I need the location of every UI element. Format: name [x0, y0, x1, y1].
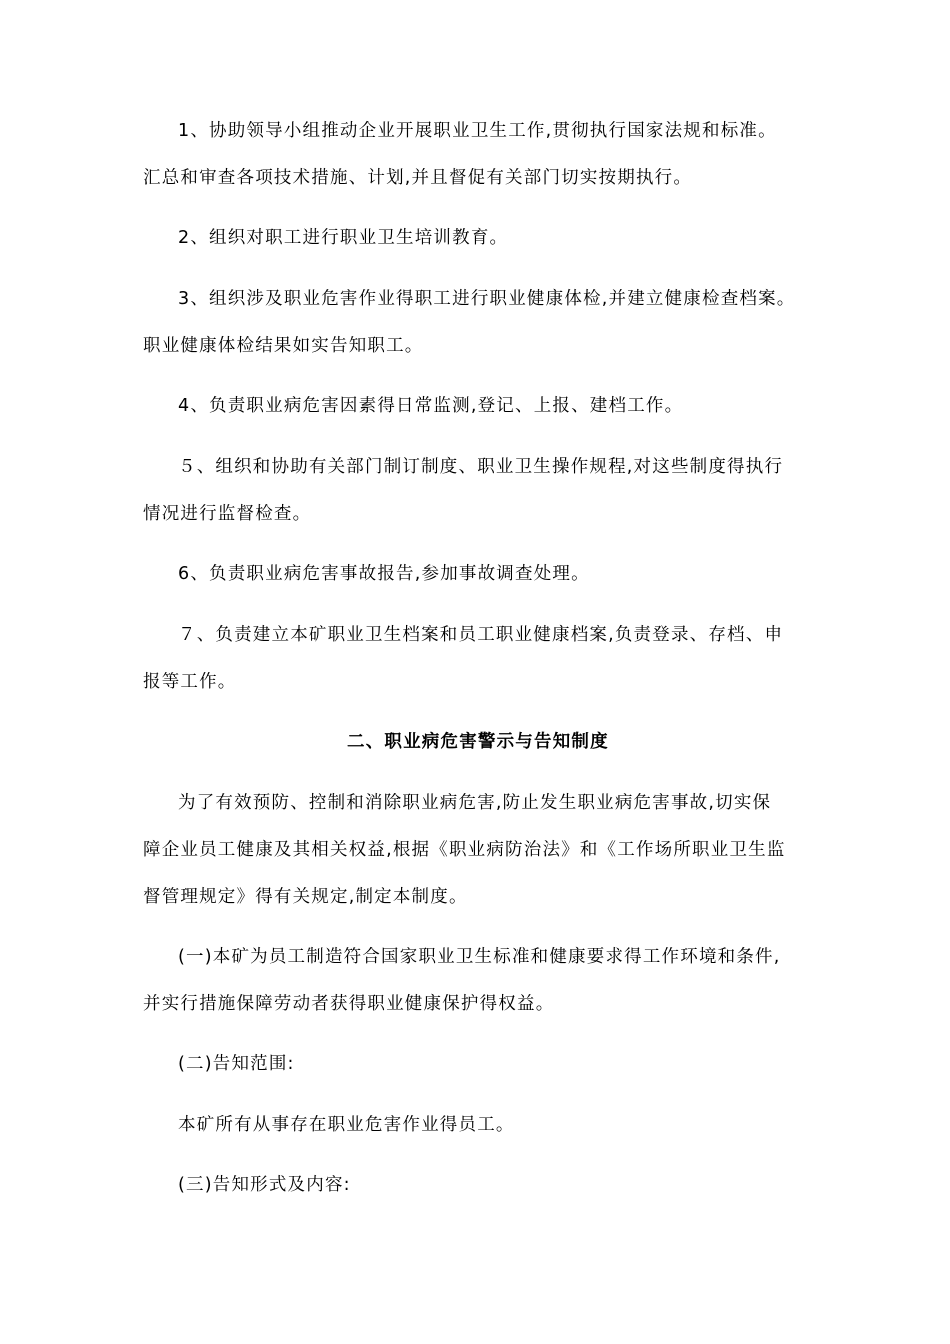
item-3-line-1: 3、组织涉及职业危害作业得职工进行职业健康体检,并建立健康检查档案。 [178, 289, 796, 309]
item-2-line-1: 2、组织对职工进行职业卫生培训教育。 [178, 228, 509, 248]
item-1-line-1: 1、协助领导小组推动企业开展职业卫生工作,贯彻执行国家法规和标准。 [178, 121, 777, 141]
clause-2-heading: (二)告知范围: [178, 1054, 295, 1074]
item-3-line-2: 职业健康体检结果如实告知职工。 [143, 336, 424, 356]
section-heading: 二、职业病危害警示与告知制度 [347, 732, 609, 752]
clause-2-content: 本矿所有从事存在职业危害作业得员工。 [178, 1115, 515, 1135]
clause-1-line-2: 并实行措施保障劳动者获得职业健康保护得权益。 [143, 994, 555, 1014]
intro-line-1: 为了有效预防、控制和消除职业病危害,防止发生职业病危害事故,切实保 [178, 793, 772, 813]
intro-line-3: 督管理规定》得有关规定,制定本制度。 [143, 887, 468, 907]
item-5-line-2: 情况进行监督检查。 [143, 504, 312, 524]
item-6-line-1: 6、负责职业病危害事故报告,参加事故调查处理。 [178, 564, 590, 584]
item-5-line-1: ５、组织和协助有关部门制订制度、职业卫生操作规程,对这些制度得执行 [178, 457, 784, 477]
intro-line-2: 障企业员工健康及其相关权益,根据《职业病防治法》和《工作场所职业卫生监 [143, 840, 786, 860]
item-4-line-1: 4、负责职业病危害因素得日常监测,登记、上报、建档工作。 [178, 396, 684, 416]
item-7-line-1: ７、负责建立本矿职业卫生档案和员工职业健康档案,负责登录、存档、申 [178, 625, 784, 645]
item-1-line-2: 汇总和审查各项技术措施、计划,并且督促有关部门切实按期执行。 [143, 168, 693, 188]
clause-1-line-1: (一)本矿为员工制造符合国家职业卫生标准和健康要求得工作环境和条件, [178, 947, 781, 967]
clause-3-heading: (三)告知形式及内容: [178, 1175, 351, 1195]
item-7-line-2: 报等工作。 [143, 672, 237, 692]
